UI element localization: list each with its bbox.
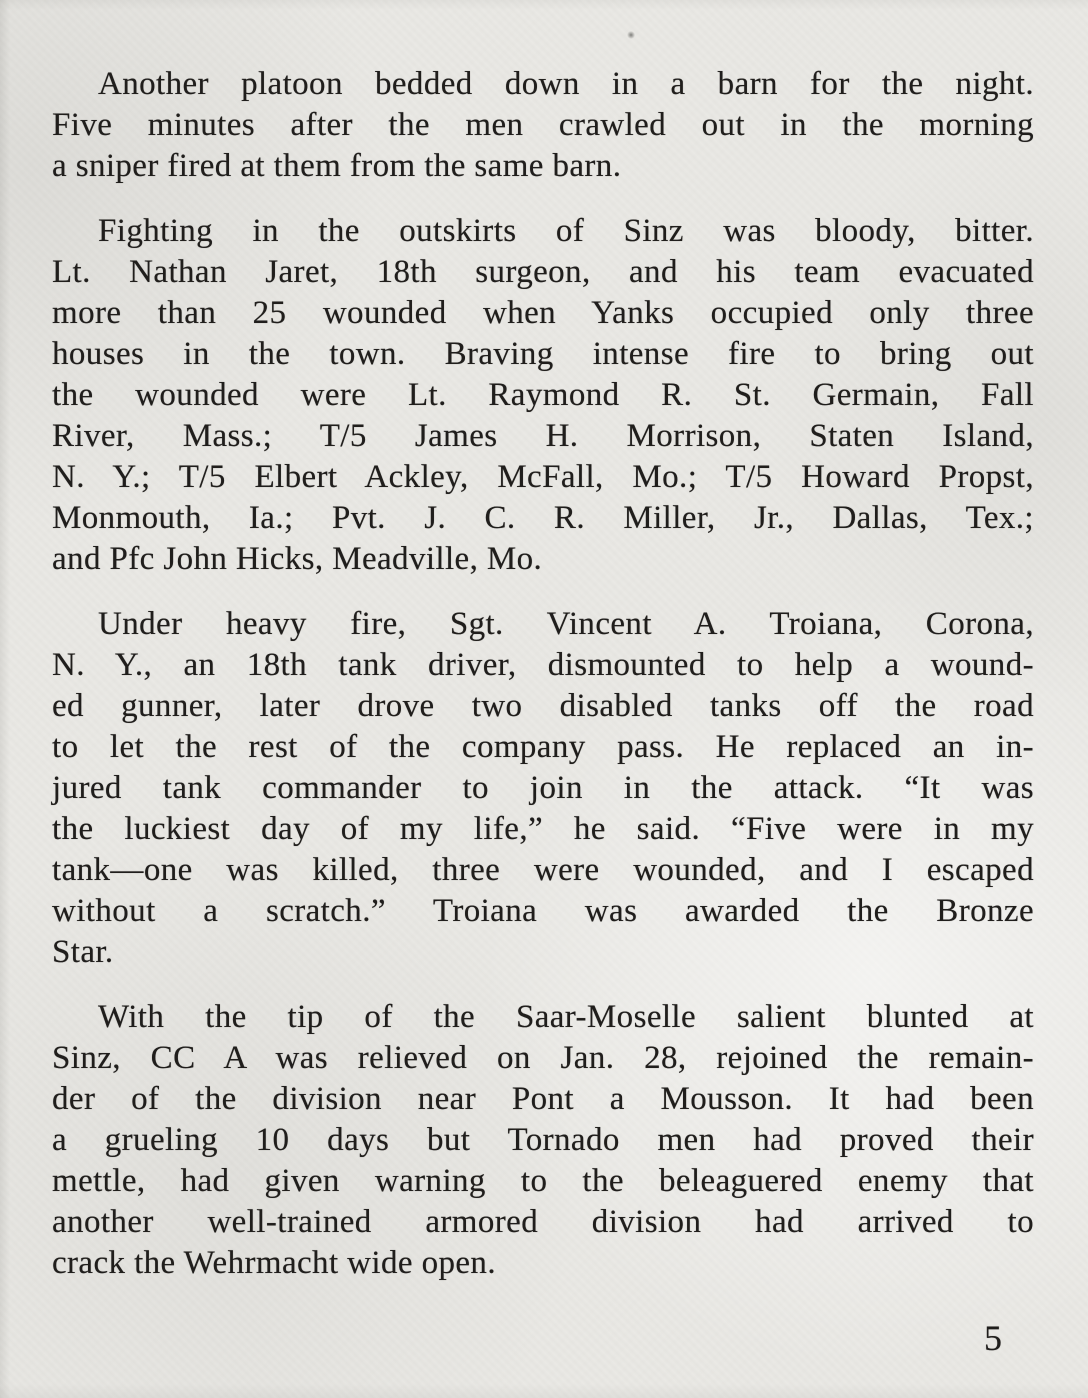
text-line: N. Y., an 18th tank driver, dismounted to help a wound- xyxy=(52,647,1034,683)
page-number: 5 xyxy=(984,1318,1002,1358)
body-text xyxy=(52,64,1034,1284)
text-line: tank—one was killed, three were wounded, and I escaped xyxy=(52,852,1034,888)
text-line: without a scratch.” Troiana was awarded the Bronze xyxy=(52,893,1034,929)
text-line: Monmouth, Ia.; Pvt. J. C. R. Miller, Jr., Dallas, Tex.; xyxy=(52,500,1034,536)
text-line: Lt. Nathan Jaret, 18th surgeon, and his team evacuated xyxy=(52,254,1034,290)
paragraph-saar-moselle xyxy=(52,997,1034,1284)
text-line: another well-trained armored division had arrived to xyxy=(52,1204,1034,1240)
text-line: to let the rest of the company pass. He replaced an in- xyxy=(52,729,1034,765)
text-line: more than 25 wounded when Yanks occupied only three xyxy=(52,295,1034,331)
paragraph-sinz-fighting xyxy=(52,211,1034,580)
text-line: der of the division near Pont a Mousson. It had been xyxy=(52,1081,1034,1117)
text-line: a grueling 10 days but Tornado men had proved their xyxy=(52,1122,1034,1158)
text-line: Another platoon bedded down in a barn for the night. xyxy=(98,66,1034,102)
text-line: Sinz, CC A was relieved on Jan. 28, rejoined the remain- xyxy=(52,1040,1034,1076)
text-line: Star. xyxy=(52,934,114,970)
paragraph-troiana xyxy=(52,604,1034,973)
text-line: houses in the town. Braving intense fire to bring out xyxy=(52,336,1034,372)
text-line: crack the Wehrmacht wide open. xyxy=(52,1245,496,1281)
text-line: the luckiest day of my life,” he said. “Five were in my xyxy=(52,811,1034,847)
text-line: With the tip of the Saar-Moselle salient blunted at xyxy=(98,999,1034,1035)
paragraph-barn-sniper xyxy=(52,64,1034,187)
text-line: Fighting in the outskirts of Sinz was bloody, bitter. xyxy=(98,213,1034,249)
text-line: a sniper fired at them from the same barn. xyxy=(52,148,622,184)
text-line: Under heavy fire, Sgt. Vincent A. Troiana, Corona, xyxy=(98,606,1034,642)
text-line: the wounded were Lt. Raymond R. St. Germain, Fall xyxy=(52,377,1034,413)
text-line: jured tank commander to join in the attack. “It was xyxy=(52,770,1034,806)
text-line: and Pfc John Hicks, Meadville, Mo. xyxy=(52,541,543,577)
text-line: River, Mass.; T/5 James H. Morrison, Staten Island, xyxy=(52,418,1034,454)
text-line: ed gunner, later drove two disabled tanks off the road xyxy=(52,688,1034,724)
text-line: N. Y.; T/5 Elbert Ackley, McFall, Mo.; T/5 Howard Propst, xyxy=(52,459,1034,495)
text-line: Five minutes after the men crawled out in the morning xyxy=(52,107,1034,143)
text-line: mettle, had given warning to the beleaguered enemy that xyxy=(52,1163,1034,1199)
